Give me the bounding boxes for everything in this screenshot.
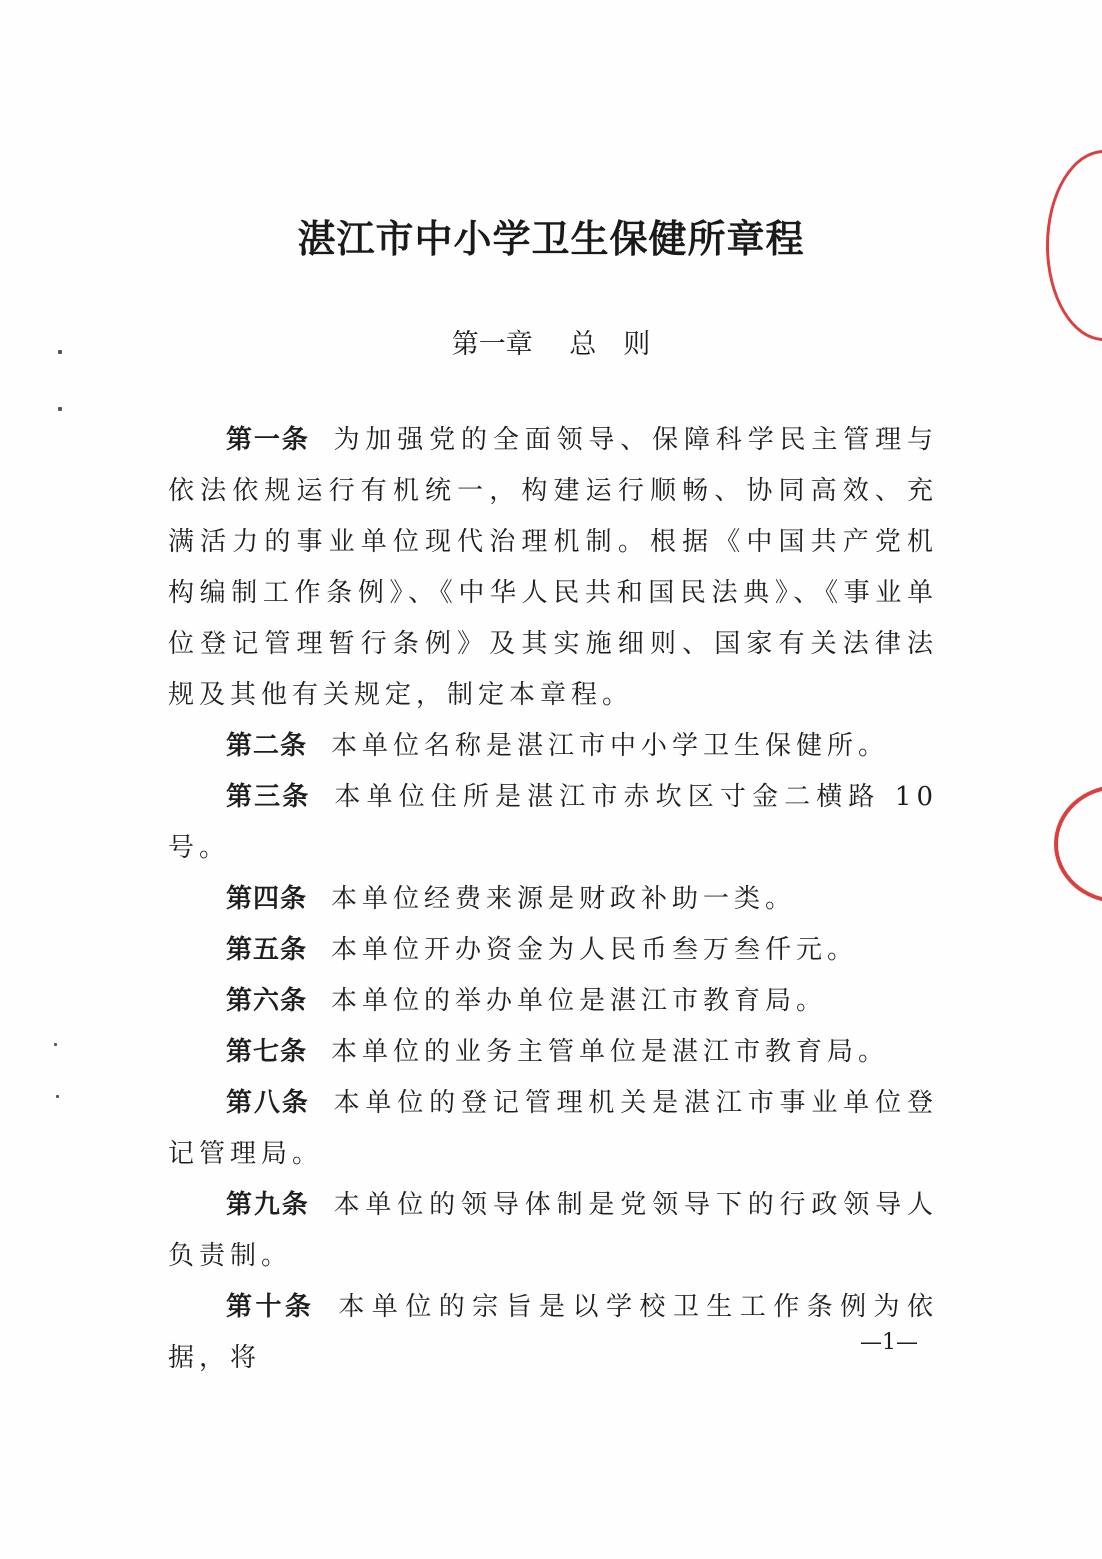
article-text: 为加强党的全面领导、保障科学民主管理与依法依规运行有机统一，构建运行顺畅、协同高效、充满活力的事业单位现代治理机制。根据《中国共产党机构编制工作条例》、《中华人民共和国民法典》、《事业单位登记管理暂行条例》及其实施细则、国家有关法律法规及其他有关规定，制定本章程。 [168,425,938,710]
article-text: 本单位经费来源是财政补助一类。 [331,884,797,914]
scan-speck [56,1095,59,1098]
article-text: 本单位的登记管理机关是湛江市事业单位登记管理局。 [168,1088,938,1169]
article-text: 本单位住所是湛江市赤坎区寸金二横路 10 号。 [168,782,938,863]
article-paragraph [168,1180,938,1282]
article-label: 第三条 [226,782,311,812]
article-text: 本单位开办资金为人民币叁万叁仟元。 [331,935,859,965]
article-paragraph [168,874,938,925]
article-label: 第六条 [226,986,308,1016]
article-label: 第十条 [226,1292,315,1322]
article-text: 本单位的宗旨是以学校卫生工作条例为依据，将 [168,1292,938,1373]
document-body [168,415,938,1384]
chapter-name: 总 则 [569,329,651,360]
chapter-heading [0,322,1102,361]
article-text: 本单位的举办单位是湛江市教育局。 [331,986,828,1016]
article-label: 第五条 [226,935,308,965]
article-paragraph [168,1078,938,1180]
article-paragraph [168,415,938,721]
article-label: 第四条 [226,884,308,914]
article-label: 第二条 [226,731,308,761]
article-paragraph [168,721,938,772]
article-text: 本单位的领导体制是党领导下的行政领导人负责制。 [168,1190,938,1271]
scan-speck [54,1043,57,1046]
page-number: —1— [860,1330,918,1355]
scan-speck [58,407,62,411]
article-paragraph [168,1282,938,1384]
article-label: 第七条 [226,1037,308,1067]
chapter-label: 第一章 [451,329,533,360]
article-paragraph [168,772,938,874]
article-label: 第九条 [226,1190,310,1220]
official-seal-fragment-middle [1054,785,1102,903]
document-title: 湛江市中小学卫生保健所章程 [297,216,805,261]
article-paragraph [168,925,938,976]
article-text: 本单位的业务主管单位是湛江市教育局。 [331,1037,890,1067]
article-paragraph [168,1027,938,1078]
article-label: 第八条 [226,1088,310,1118]
article-paragraph [168,976,938,1027]
article-text: 本单位名称是湛江市中小学卫生保健所。 [331,731,890,761]
article-label: 第一条 [226,425,310,455]
